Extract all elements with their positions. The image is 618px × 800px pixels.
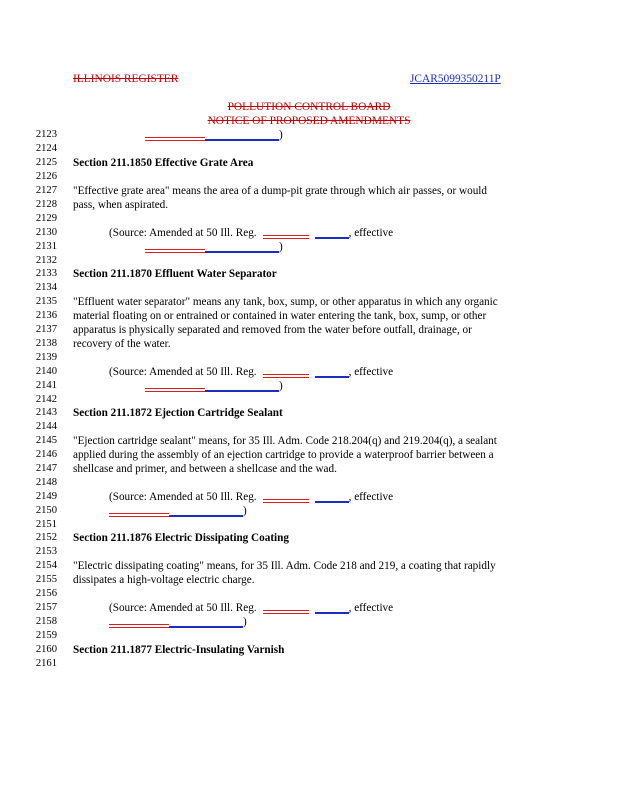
line-number: 2124 <box>35 143 57 154</box>
deleted-blank <box>263 235 309 239</box>
section-body-line: "Effluent water separator" means any tank, box, sump, or other apparatus in which any organic <box>73 296 498 308</box>
section-body-line: pass, when aspirated. <box>73 199 169 211</box>
line-number: 2138 <box>35 338 57 349</box>
date-blank-line <box>145 241 283 253</box>
section-body-line: apparatus is physically separated and removed from the water before outfall, drainage, or <box>73 324 472 336</box>
line-number: 2126 <box>35 171 57 182</box>
line-number: 2131 <box>35 241 57 252</box>
source-suffix: , effective <box>348 491 394 503</box>
inserted-blank <box>315 612 349 614</box>
section-body-line: shellcase and primer, and between a shellcase and the wad. <box>73 463 337 475</box>
line-number: 2139 <box>35 352 57 363</box>
section-body-line: applied during the assembly of an ejection cartridge to provide a waterproof barrier between a <box>73 449 494 461</box>
notice-title: NOTICE OF PROPOSED AMENDMENTS <box>207 115 411 127</box>
jcar-document-id[interactable]: JCAR5099350211P <box>410 73 501 85</box>
line-number: 2136 <box>35 310 57 321</box>
deleted-blank <box>145 388 205 392</box>
line-number: 2154 <box>35 560 57 571</box>
line-number: 2148 <box>35 477 57 488</box>
section-heading: Section 211.1876 Electric Dissipating Coating <box>73 532 289 544</box>
line-number: 2133 <box>35 268 57 279</box>
line-number: 2135 <box>35 296 57 307</box>
close-paren: ) <box>279 241 283 253</box>
deleted-blank <box>109 513 169 517</box>
date-blank-line <box>109 505 247 517</box>
line-number: 2137 <box>35 324 57 335</box>
line-number: 2161 <box>35 658 57 669</box>
agency-name: POLLUTION CONTROL BOARD <box>227 101 391 113</box>
section-heading: Section 211.1877 Electric-Insulating Varnish <box>73 644 285 656</box>
line-number: 2152 <box>35 532 57 543</box>
close-paren: ) <box>279 129 283 141</box>
line-number: 2146 <box>35 449 57 460</box>
inserted-blank <box>205 251 279 253</box>
section-heading: Section 211.1872 Ejection Cartridge Sealant <box>73 407 283 419</box>
line-number: 2160 <box>35 644 57 655</box>
line-number: 2156 <box>35 588 57 599</box>
line-number: 2125 <box>35 157 57 168</box>
line-number: 2143 <box>35 407 57 418</box>
inserted-blank <box>169 626 243 628</box>
deleted-blank <box>263 374 309 378</box>
source-note <box>109 602 393 614</box>
line-number: 2140 <box>35 366 57 377</box>
inserted-blank <box>315 376 349 378</box>
inserted-blank <box>315 237 349 239</box>
section-body-line: "Effective grate area" means the area of a dump-pit grate through which air passes, or would <box>73 185 488 197</box>
close-paren: ) <box>243 505 247 517</box>
section-body-line: material floating on or entrained or contained in water entering the tank, box, sump, or other <box>73 310 487 322</box>
section-heading: Section 211.1850 Effective Grate Area <box>73 157 254 169</box>
line-number: 2155 <box>35 574 57 585</box>
line-number: 2158 <box>35 616 57 627</box>
section-body-line: "Electric dissipating coating" means, for 35 Ill. Adm. Code 218 and 219, a coating that rapidly <box>73 560 496 572</box>
register-title: ILLINOIS REGISTER <box>73 73 179 85</box>
line-number: 2151 <box>35 519 57 530</box>
inserted-blank <box>205 139 279 141</box>
section-body-line: "Ejection cartridge sealant" means, for 35 Ill. Adm. Code 218.204(q) and 219.204(q), a sealant <box>73 435 497 447</box>
deleted-blank <box>145 249 205 253</box>
deleted-blank <box>145 137 205 141</box>
source-note <box>109 227 393 239</box>
line-number: 2129 <box>35 213 57 224</box>
source-note <box>109 491 393 503</box>
line-number: 2142 <box>35 394 57 405</box>
line-number: 2145 <box>35 435 57 446</box>
close-paren: ) <box>279 380 283 392</box>
line-number: 2127 <box>35 185 57 196</box>
line-number: 2150 <box>35 505 57 516</box>
source-suffix: , effective <box>348 366 394 378</box>
line-number: 2149 <box>35 491 57 502</box>
source-suffix: , effective <box>348 227 394 239</box>
source-note <box>109 366 393 378</box>
inserted-blank <box>169 515 243 517</box>
inserted-blank <box>315 501 349 503</box>
close-paren: ) <box>243 616 247 628</box>
line-number: 2144 <box>35 421 57 432</box>
section-heading: Section 211.1870 Effluent Water Separator <box>73 268 277 280</box>
section-body-line: dissipates a high-voltage electric charge. <box>73 574 255 586</box>
inserted-blank <box>205 390 279 392</box>
date-blank-line <box>145 129 283 141</box>
date-blank-line <box>109 616 247 628</box>
source-suffix: , effective <box>348 602 394 614</box>
source-prefix: (Source: Amended at 50 Ill. Reg. <box>109 602 257 614</box>
line-number: 2159 <box>35 630 57 641</box>
line-number: 2123 <box>35 129 57 140</box>
deleted-blank <box>263 610 309 614</box>
deleted-blank <box>109 624 169 628</box>
line-number: 2128 <box>35 199 57 210</box>
source-prefix: (Source: Amended at 50 Ill. Reg. <box>109 227 257 239</box>
section-body-line: recovery of the water. <box>73 338 171 350</box>
deleted-blank <box>263 499 309 503</box>
line-number: 2141 <box>35 380 57 391</box>
source-prefix: (Source: Amended at 50 Ill. Reg. <box>109 491 257 503</box>
source-prefix: (Source: Amended at 50 Ill. Reg. <box>109 366 257 378</box>
line-number: 2157 <box>35 602 57 613</box>
date-blank-line <box>145 380 283 392</box>
line-number: 2132 <box>35 255 57 266</box>
line-number: 2130 <box>35 227 57 238</box>
line-number: 2147 <box>35 463 57 474</box>
line-number: 2134 <box>35 282 57 293</box>
line-number: 2153 <box>35 546 57 557</box>
